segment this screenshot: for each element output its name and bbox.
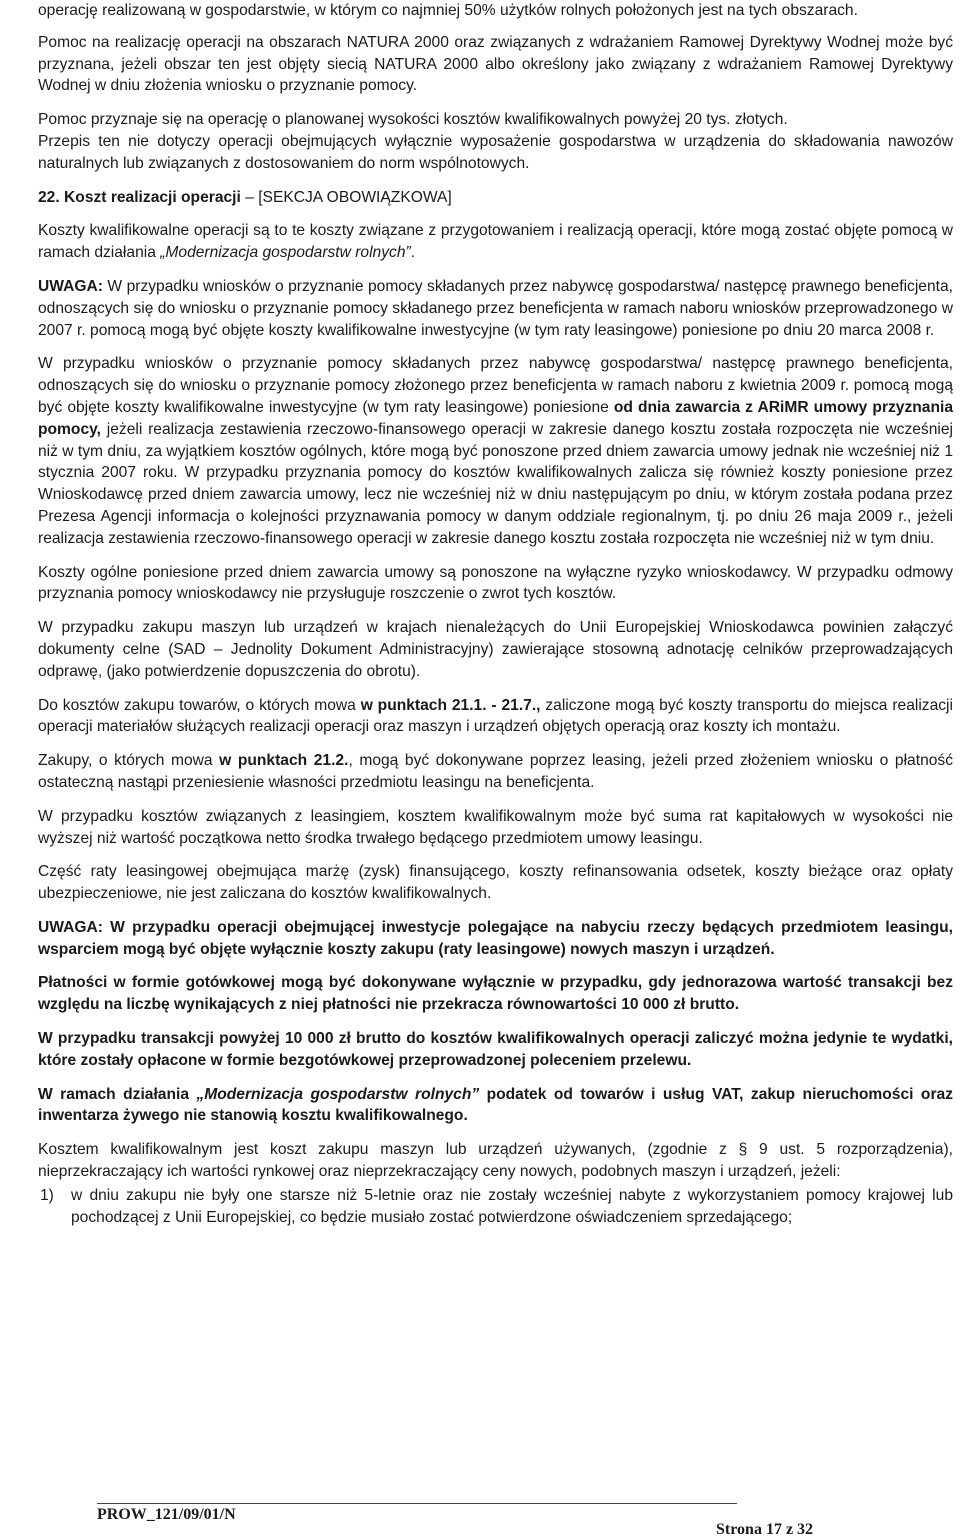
bold-text-run: W ramach działania [38,1085,197,1103]
paragraph-exception: Przepis ten nie dotyczy operacji obejmujących wyłącznie wyposażenie gospodarstwa w urządzenia do składowania nawozów naturalnych lub związanych z dostosowaniem do norm wspólnotowych. [38,132,953,172]
paragraph-note-leasing: UWAGA: W przypadku operacji obejmującej inwestycje polegające na nabyciu rzeczy będących przedmiotem leasingu, wsparciem mogą być objęte wyłącznie koszty zakupu (raty leasingowe) nowych maszyn i urządzeń. [38,918,953,958]
text-run: Zakupy, o których mowa [38,752,220,770]
paragraph-vat [38,1084,953,1128]
paragraph-note-2007 [38,276,953,341]
paragraph-natura-intro: operację realizowaną w gospodarstwie, w którym co najmniej 50% użytków rolnych położonych jest na tych obszarach. [38,2,858,19]
text-run: jeżeli realizacja zestawienia rzeczowo-finansowego operacji w zakresie danego kosztu została rozpoczęta nie wcześniej niż w tym dniu, za wyjątkiem kosztów ogólnych, które mogą być ponoszone przed dniem zawarcia umowy jednak nie wcześniej niż 1 stycznia 2007 roku. W przypadku przyznania pomocy do kosztów kwalifikowalnych zalicza się również koszty poniesione przez Wnioskodawcę przed dniem zawarcia umowy, lecz nie wcześniej niż w dniu następującym po dniu, w którym została podana przez Prezesa Agencji informacja o kolejności przyznawania pomocy w danym oddziale regionalnym, tj. po dniu 26 maja 2009 r., jeżeli realizacja zestawienia rzeczowo-finansowego operacji w zakresie danego kosztu została rozpoczęta nie wcześniej niż w tym dniu. [38,420,953,547]
paragraph-transfer-payments: W przypadku transakcji powyżej 10 000 zł brutto do kosztów kwalifikowalnych operacji zaliczyć można jedynie te wydatki, które zostały opłacone w formie bezgotówkowej przeprowadzonej poleceniem przelewu. [38,1030,953,1069]
paragraph-general-costs: Koszty ogólne poniesione przed dniem zawarcia umowy są ponoszone na wyłączne ryzyko wnioskodawcy. W przypadku odmowy przyznania pomocy wnioskodawcy nie przysługuje roszczenie o zwrot tych kosztów. [38,563,953,603]
paragraph-used-machines: Kosztem kwalifikowalnym jest koszt zakupu maszyn lub urządzeń używanych, (zgodnie z § 9 ust. 5 rozporządzenia), nieprzekraczający ich wartości rynkowej oraz nieprzekraczający ceny nowych, podobnych maszyn i urządzeń, jeżeli: [38,1141,953,1181]
section-tag: [SEKCJA OBOWIĄZKOWA] [258,188,452,206]
list-item-text: w dniu zakupu nie były one starsze niż 5-letnie oraz nie zostały wcześniej nabyte z wykorzystaniem pomocy krajowej lub pochodzącej z Unii Europejskiej, co będzie musiało zostać potwierdzone oświadczeniem sprzedającego; [71,1186,953,1226]
paragraph-leasing-purchases [38,750,953,794]
paragraph-transport [38,695,953,739]
text-run: Koszty kwalifikowalne operacji są to te koszty związane z przygotowaniem i realizacją operacji, które mogą zostać objęte pomocą w ramach działania [38,222,953,262]
bold-text-run: w punktach 21.1. - 21.7., [360,696,541,714]
text-run: Do kosztów zakupu towarów, o których mowa [38,696,361,714]
list-item [38,1185,953,1229]
text-run: zaliczone mogą być koszty transportu do miejsca realizacji operacji materiałów służących realizacji operacji oraz maszyn i urządzeń objętych operacją oraz koszty ich montażu. [38,696,953,736]
list-item-number: 1) [40,1186,54,1204]
paragraph-natura-2000: Pomoc na realizację operacji na obszarach NATURA 2000 oraz związanych z wdrażaniem Ramowej Dyrektywy Wodnej może być przyznana, jeżeli obszar ten jest objęty siecią NATURA 2000 albo określony jako związany z wdrażaniem Ramowej Dyrektywy Wodnej w dniu złożenia wniosku o przyznanie pomocy. [38,33,953,95]
section-22-heading [38,187,953,209]
text-run: , mogą być dokonywane poprzez leasing, jeżeli przed złożeniem wniosku o płatność ostateczną nastąpi przeniesienie własności przedmiotu leasingu na beneficjenta. [38,752,954,791]
paragraph-cash-payments: Płatności w formie gotówkowej mogą być dokonywane wyłącznie w przypadku, gdy jednorazowa wartość transakcji bez względu na liczbę wynikających z niej płatności nie przekracza równowartości 10 000 zł brutto. [38,974,953,1014]
text-run: . [410,244,416,262]
paragraph-threshold: Pomoc przyznaje się na operację o planowanej wysokości kosztów kwalifikowalnych powyżej 20 tys. złotych. [38,111,788,129]
paragraph-successor-2009 [38,353,953,549]
paragraph-eligible-costs [38,220,953,264]
section-number: 22. [38,188,60,206]
note-label: UWAGA: [38,277,103,295]
paragraph-customs: W przypadku zakupu maszyn lub urządzeń w krajach nienależących do Unii Europejskiej Wnioskodawca powinien załączyć dokumenty celne (SAD – Jednolity Dokument Administracyjny) zawierające stosowną adnotację celników przeprowadzających odprawę, (jako potwierdzenie dopuszczenia do obrotu). [38,619,953,680]
section-title: Koszt realizacji operacji [64,188,241,206]
document-page [38,0,953,1228]
footer-page-number: Strona 17 z 32 [716,1521,814,1538]
bold-text-run: podatek od towarów i usług VAT, zakup nieruchomości oraz inwentarza żywego nie stanowią kosztu kwalifikowalnego. [38,1085,953,1125]
bold-text-run: od dnia zawarcia z ARiMR umowy przyznania pomocy, [38,398,954,438]
footer-document-id: PROW_121/09/01/N [97,1503,737,1524]
bold-text-run: w punktach 21.2. [219,752,349,770]
text-run: W przypadku wniosków o przyznanie pomocy składanych przez nabywcę gospodarstwa/ następcę prawnego beneficjenta, odnoszących się do wniosku o przyznanie pomocy składanego przez beneficjenta w ramach naboru wniosków przeprowadzonego w 2007 r. pomocą mogą być objęte koszty kwalifikowalne inwestycyjne (w tym raty leasingowe) poniesione po dniu 20 marca 2008 r. [38,277,953,339]
paragraph-leasing-costs: W przypadku kosztów związanych z leasingiem, kosztem kwalifikowalnym może być suma rat kapitałowych w wysokości nie wyższej niż wartość początkowa netto środka trwałego będącego przedmiotem umowy leasingu. [38,807,953,847]
measure-name-italic: „Modernizacja gospodarstw rolnych” [196,1085,480,1103]
measure-name-italic: „Modernizacja gospodarstw rolnych” [160,244,411,262]
text-run: W przypadku wniosków o przyznanie pomocy składanych przez nabywcę gospodarstwa/ następcę prawnego beneficjenta, odnoszących się do wniosku o przyznanie pomocy złożonego przez beneficjenta w ramach naboru z kwietnia 2009 r. pomocą mogą być objęte koszty kwalifikowalne inwestycyjne (w tym raty leasingowe) poniesione [38,355,953,416]
paragraph-leasing-margin: Część raty leasingowej obejmująca marżę (zysk) finansującego, koszty refinansowania odsetek, koszty bieżące oraz opłaty ubezpieczeniowe, nie jest zaliczana do kosztów kwalifikowalnych. [38,863,953,903]
section-dash: – [245,188,254,206]
